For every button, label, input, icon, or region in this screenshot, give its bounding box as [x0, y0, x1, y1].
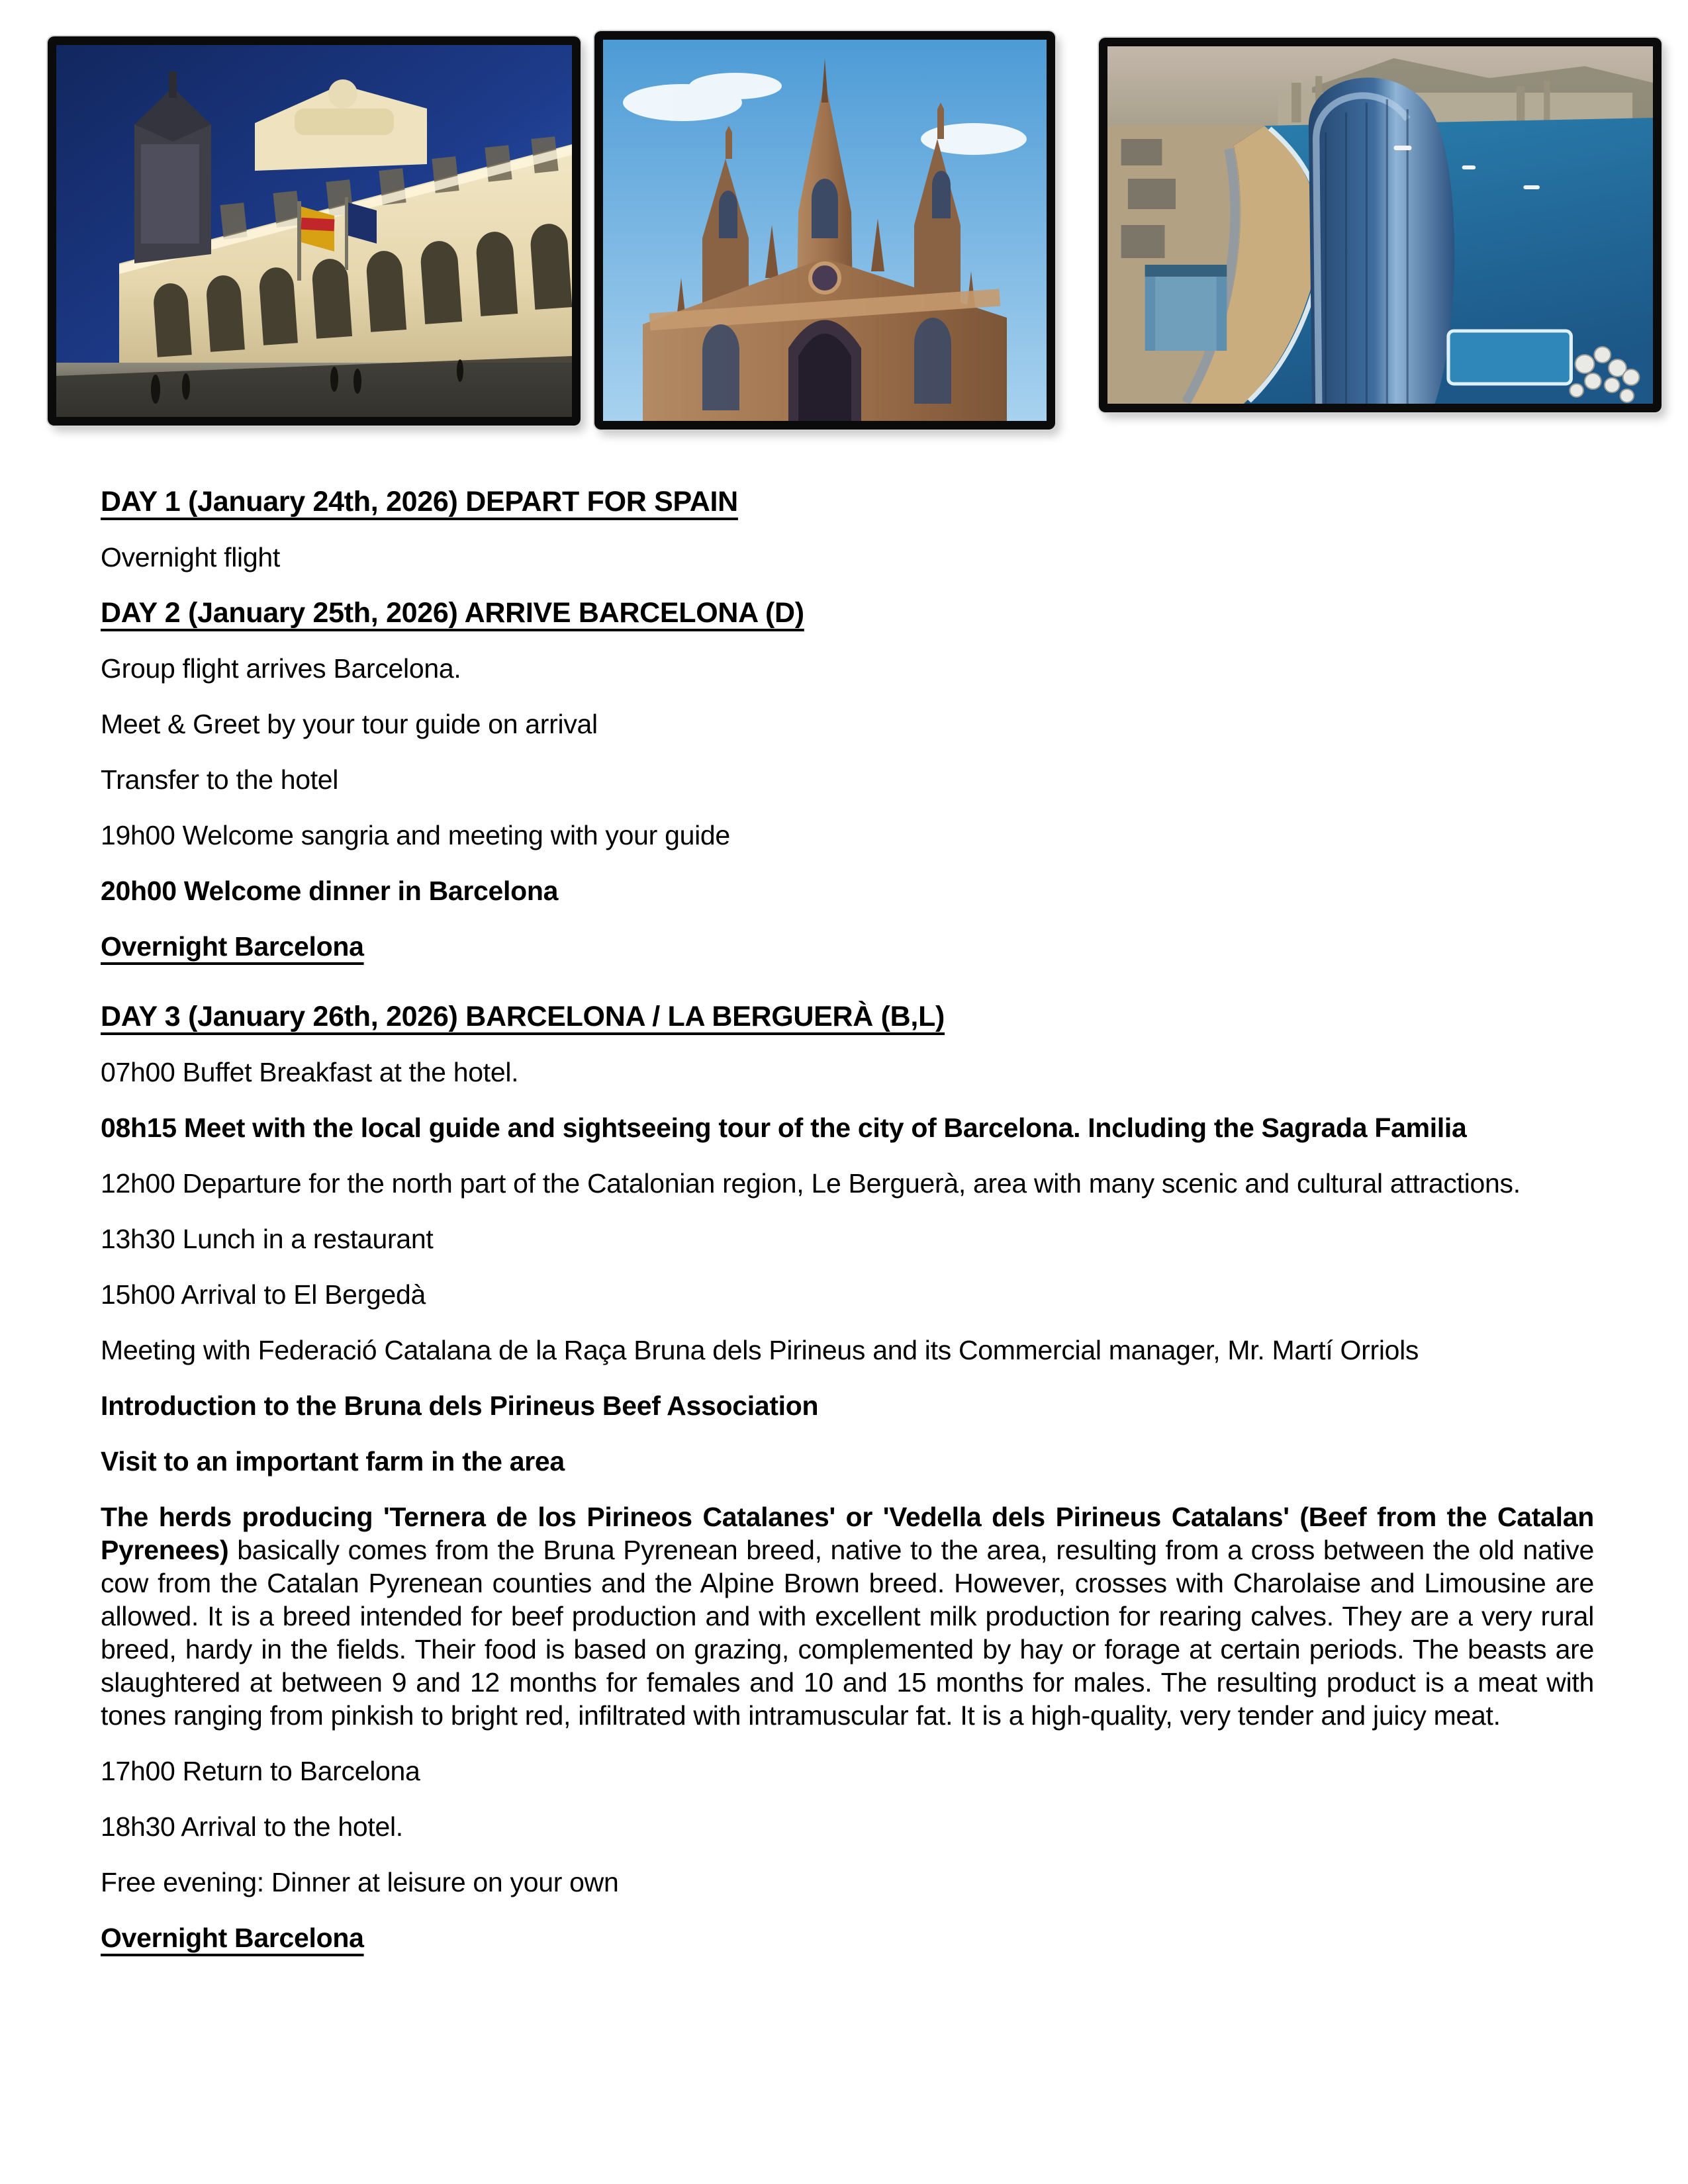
- day-heading: DAY 2 (January 25th, 2026) ARRIVE BARCELONA (D): [101, 597, 804, 629]
- port-building-photo: [48, 36, 581, 426]
- itinerary-paragraph: Overnight flight: [101, 542, 280, 572]
- itinerary-paragraph: [101, 1500, 1594, 1732]
- port-building-illustration: [56, 45, 572, 417]
- beach-aerial-illustration: [1107, 46, 1653, 404]
- itinerary-paragraph: Meet & Greet by your tour guide on arrival: [101, 709, 598, 739]
- itinerary-paragraph: Meeting with Federació Catalana de la Raça Bruna dels Pirineus and its Commercial manager, Mr. Martí Orriols: [101, 1335, 1419, 1365]
- beach-aerial-photo: [1099, 38, 1662, 412]
- photo-row: [48, 31, 1662, 430]
- itinerary-paragraph: 07h00 Buffet Breakfast at the hotel.: [101, 1057, 519, 1087]
- itinerary-paragraph: 15h00 Arrival to El Bergedà: [101, 1279, 426, 1310]
- itinerary-paragraph: 12h00 Departure for the north part of the Catalonian region, Le Berguerà, area with many scenic and cultural attractions.: [101, 1168, 1521, 1199]
- day-section: [101, 596, 1594, 963]
- itinerary-paragraph: 19h00 Welcome sangria and meeting with your guide: [101, 820, 730, 850]
- day-heading: DAY 1 (January 24th, 2026) DEPART FOR SPAIN: [101, 486, 738, 518]
- day-section: [101, 485, 1594, 574]
- itinerary-paragraph: Transfer to the hotel: [101, 764, 339, 795]
- itinerary-paragraph: Visit to an important farm in the area: [101, 1446, 565, 1477]
- day-section: [101, 1000, 1594, 1954]
- cathedral-illustration: [603, 40, 1047, 421]
- itinerary-paragraph: Free evening: Dinner at leisure on your own: [101, 1867, 619, 1897]
- itinerary-paragraph: 13h30 Lunch in a restaurant: [101, 1224, 434, 1254]
- itinerary-paragraph: 18h30 Arrival to the hotel.: [101, 1811, 403, 1842]
- itinerary-paragraph: 08h15 Meet with the local guide and sightseeing tour of the city of Barcelona. Including the Sagrada Familia: [101, 1113, 1467, 1143]
- paragraph-text: basically comes from the Bruna Pyrenean breed, native to the area, resulting from a cross between the old native cow from the Catalan Pyrenean counties and the Alpine Brown breed. However, crosses with Charolaise and Limousine are allowed. It is a breed intended for beef production and with excellent milk production for rearing calves. They are a very rural breed, hardy in the fields. Their food is based on grazing, complemented by hay or forage at certain periods. The beasts are slaughtered at between 9 and 12 months for females and 10 and 15 months for males. The resulting product is a meat with tones ranging from pinkish to bright red, infiltrated with intramuscular fat. It is a high-quality, very tender and juicy meat.: [101, 1535, 1594, 1731]
- itinerary-paragraph: Overnight Barcelona: [101, 1923, 364, 1953]
- itinerary-paragraph: Group flight arrives Barcelona.: [101, 653, 461, 684]
- itinerary-paragraph: Overnight Barcelona: [101, 931, 364, 962]
- itinerary-paragraph: 20h00 Welcome dinner in Barcelona: [101, 876, 559, 906]
- itinerary: [0, 485, 1688, 1977]
- paragraph-lead-bold: The herds producing 'Ternera de los Pirineos Catalanes' or 'Vedella dels Pirineus Catalans' (Beef from the Catalan Pyrenees): [101, 1502, 1594, 1565]
- itinerary-paragraph: Introduction to the Bruna dels Pirineus Beef Association: [101, 1390, 819, 1421]
- day-heading: DAY 3 (January 26th, 2026) BARCELONA / LA BERGUERÀ (B,L): [101, 1001, 945, 1032]
- itinerary-paragraph: 17h00 Return to Barcelona: [101, 1756, 420, 1786]
- cathedral-photo: [594, 31, 1055, 430]
